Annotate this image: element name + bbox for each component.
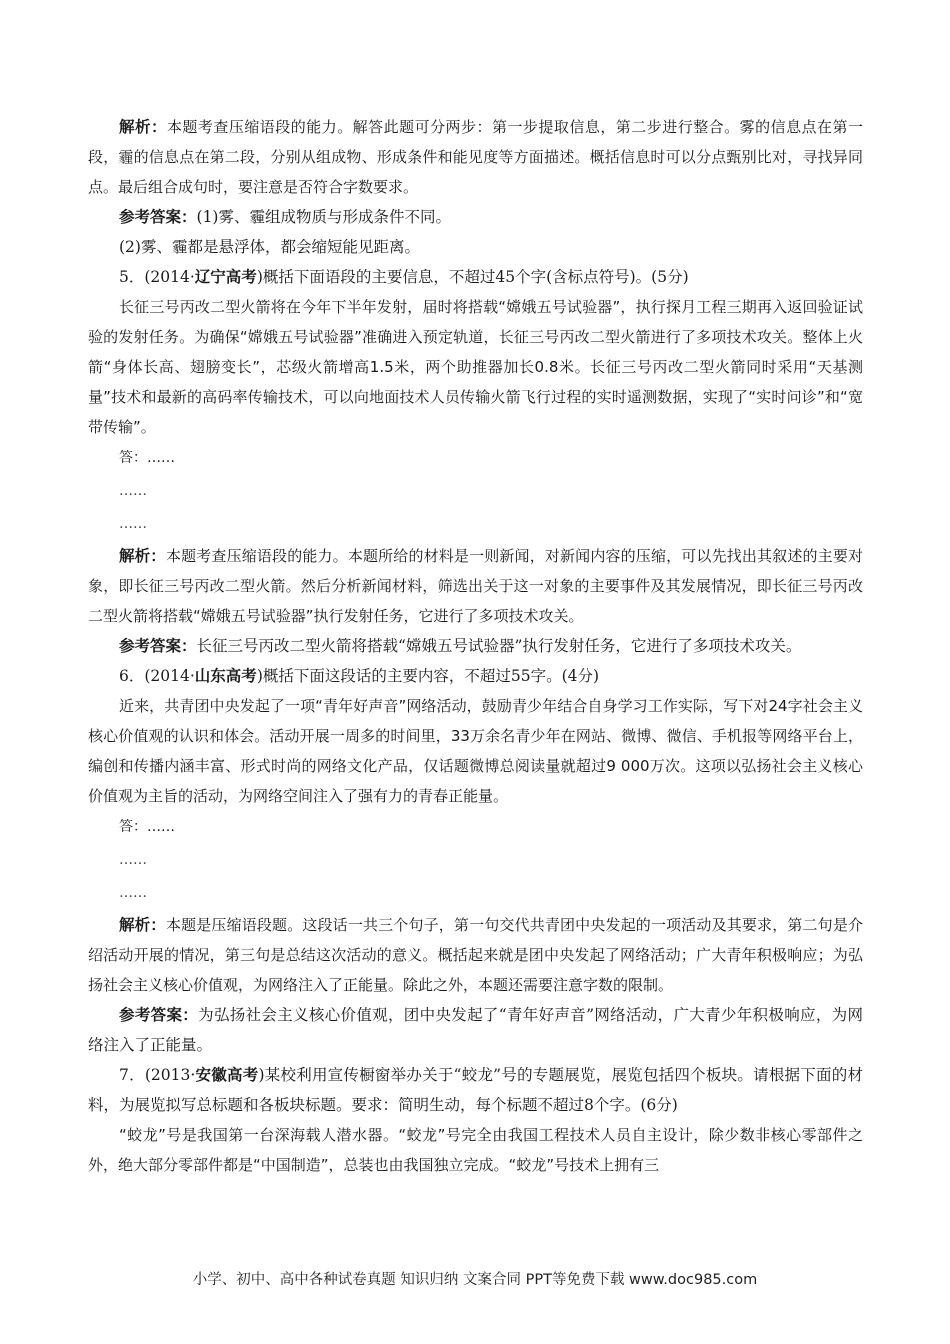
analysis-label: 解析： — [119, 117, 167, 136]
question-year: (2014· — [144, 667, 195, 685]
answer-text: 长征三号丙改二型火箭将搭载“嫦娥五号试验器”执行发射任务，它进行了多项技术攻关。 — [196, 637, 802, 655]
q6-answer-line-3: …… — [119, 885, 147, 901]
question-stem: )概括下面语段的主要信息，不超过45个字(含标点符号)。(5分) — [256, 268, 689, 286]
page-content — [88, 112, 863, 1180]
q4-analysis — [88, 112, 863, 202]
question-stem: )某校利用宣传橱窗举办关于“蛟龙”号的专题展览，展览包括四个板块。请根据下面的材料，为展览拟写总标题和各板块标题。要求：简明生动，每个标题不超过8个字。(6分) — [88, 1066, 863, 1114]
q7-stem — [88, 1060, 863, 1120]
q5-answer-line-2: …… — [119, 483, 147, 499]
q6-passage: 近来，共青团中央发起了一项“青年好声音”网络活动，鼓励青少年结合自身学习工作实际，写下对24字社会主义核心价值观的认识和体会。活动开展一周多的时间里，33万余名青少年在网站、微博、微信、手机报等网络平台上，编创和传播内涵丰富、形式时尚的网络文化产品，仅话题微博总阅读量就超过9 000万次。这项以弘扬社会主义核心价值观为主旨的活动，为网络空间注入了强有力的青春正能量。 — [88, 697, 863, 805]
question-source: 山东高考 — [194, 666, 257, 685]
question-number: 7． — [119, 1066, 145, 1084]
q5-answer — [88, 631, 863, 661]
answer-text: (1)雾、霾组成物质与形成条件不同。 — [196, 208, 451, 226]
q5-analysis — [88, 541, 863, 631]
q6-answer-line-2: …… — [119, 852, 147, 868]
q4-answer-1 — [88, 202, 863, 232]
answer-label: 参考答案： — [119, 636, 197, 655]
question-source: 安徽高考 — [195, 1065, 259, 1084]
q6-analysis — [88, 910, 863, 1000]
answer-text: 为弘扬社会主义核心价值观，团中央发起了“青年好声音”网络活动，广大青少年积极响应，为网络注入了正能量。 — [88, 1006, 863, 1054]
analysis-label: 解析： — [119, 915, 166, 934]
analysis-text: 本题考查压缩语段的能力。解答此题可分两步：第一步提取信息，第二步进行整合。雾的信息点在第一段，霾的信息点在第二段，分别从组成物、形成条件和能见度等方面描述。概括信息时可以分点甄别比对，寻找异同点。最后组合成句时，要注意是否符合字数要求。 — [88, 118, 863, 196]
answer-label: 参考答案： — [119, 207, 197, 226]
q5-stem — [88, 262, 863, 292]
answer-prompt: 答： — [119, 819, 147, 835]
q4-answer-2: (2)雾、霾都是悬浮体，都会缩短能见距离。 — [119, 238, 420, 256]
answer-blank: …… — [147, 450, 175, 466]
q7-passage: “蛟龙”号是我国第一台深海载人潜水器。“蛟龙”号完全由我国工程技术人员自主设计，除少数非核心零部件之外，绝大部分零部件都是“中国制造”，总装也由我国独立完成。“蛟龙”号技术上拥有三 — [88, 1126, 863, 1174]
q5-answer-line-3: …… — [119, 516, 147, 532]
question-number: 5． — [119, 268, 145, 286]
page-footer: 小学、初中、高中各种试卷真题 知识归纳 文案合同 PPT等免费下载 www.doc985.com — [192, 1272, 758, 1288]
answer-prompt: 答： — [119, 450, 147, 466]
analysis-label: 解析： — [119, 546, 166, 565]
analysis-text: 本题考查压缩语段的能力。本题所给的材料是一则新闻，对新闻内容的压缩，可以先找出其叙述的主要对象，即长征三号丙改二型火箭。然后分析新闻材料，筛选出关于这一对象的主要事件及其发展情况，即长征三号丙改二型火箭将搭载“嫦娥五号试验器”执行发射任务，它进行了多项技术攻关。 — [88, 547, 863, 625]
question-number: 6． — [119, 667, 145, 685]
q5-passage: 长征三号丙改二型火箭将在今年下半年发射，届时将搭载“嫦娥五号试验器”，执行探月工程三期再入返回验证试验的发射任务。为确保“嫦娥五号试验器”准确进入预定轨道，长征三号丙改二型火箭进行了多项技术攻关。整体上火箭“身体长高、翅膀变长”，芯级火箭增高1.5米，两个助推器加长0.8米。长征三号丙改二型火箭同时采用“天基测量”技术和最新的高码率传输技术，可以向地面技术人员传输火箭飞行过程的实时遥测数据，实现了“实时问诊”和“宽带传输”。 — [88, 298, 863, 436]
q6-answer — [88, 1000, 863, 1060]
analysis-text: 本题是压缩语段题。这段话一共三个句子，第一句交代共青团中央发起的一项活动及其要求，第二句是介绍活动开展的情况，第三句是总结这次活动的意义。概括起来就是团中央发起了网络活动；广大青年积极响应；为弘扬社会主义核心价值观，为网络注入了正能量。除此之外，本题还需要注意字数的限制。 — [88, 916, 863, 994]
question-year: (2014· — [144, 268, 195, 286]
answer-blank: …… — [147, 819, 175, 835]
q5-answer-line-1 — [119, 442, 863, 475]
q6-answer-line-1 — [119, 811, 863, 844]
question-year: (2013· — [144, 1066, 196, 1084]
q6-stem — [88, 661, 863, 691]
question-source: 辽宁高考 — [194, 267, 257, 286]
question-stem: )概括下面这段话的主要内容，不超过55字。(4分) — [256, 667, 600, 685]
answer-label: 参考答案： — [119, 1005, 199, 1024]
